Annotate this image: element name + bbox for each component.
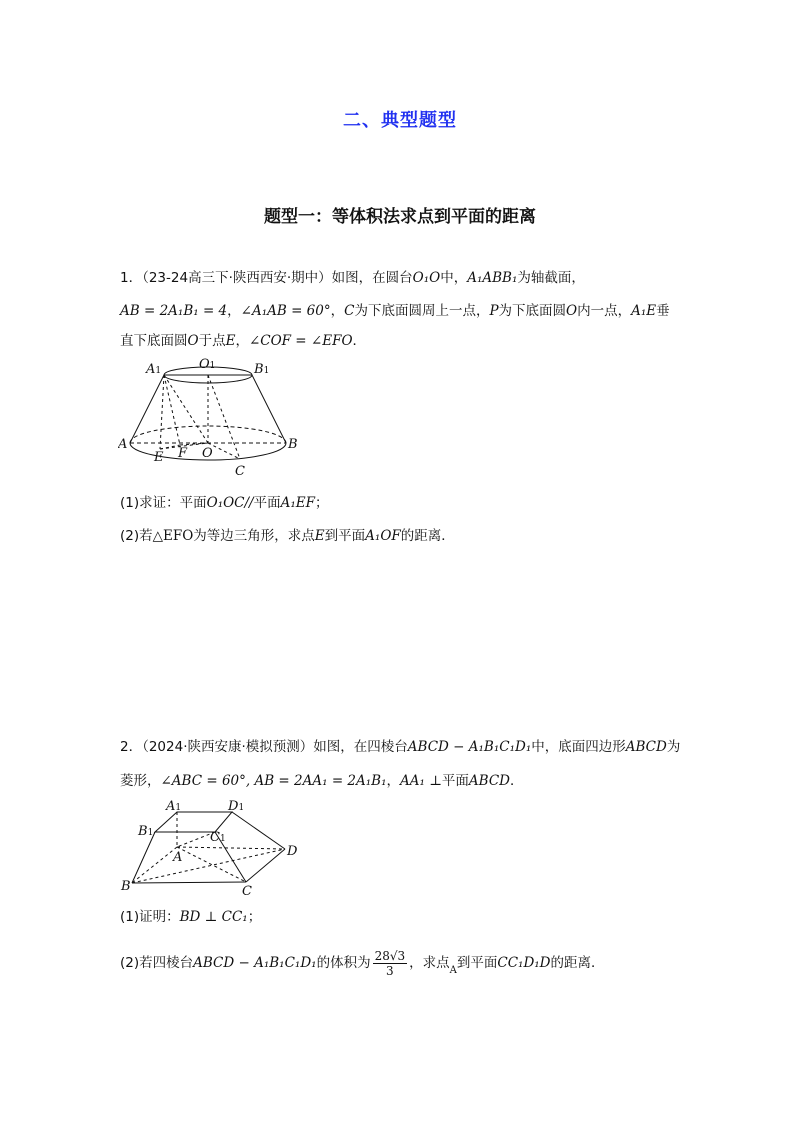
q2-label-A1: A1 xyxy=(166,799,182,814)
q2-math: ABCD − A₁B₁C₁D₁ xyxy=(193,955,317,971)
q1-line-3 xyxy=(120,331,366,351)
q2-frustum-figure xyxy=(118,797,308,897)
q2-math: A xyxy=(449,965,457,976)
q1-label-C: C xyxy=(235,464,245,479)
q2-math: CC₁D₁D xyxy=(497,955,551,971)
q1-text: 为下底面圆周上一点， xyxy=(354,303,490,319)
q2-part-1 xyxy=(120,907,261,927)
q1-math: O₁O xyxy=(412,270,441,286)
fraction-numerator: 28√3 xyxy=(374,948,406,963)
q1-math: E xyxy=(314,528,325,544)
q1-text: ． xyxy=(352,333,367,349)
q2-text: (1)证明： xyxy=(120,909,180,925)
q1-math: △EFO xyxy=(152,528,194,544)
q1-text: ； xyxy=(315,495,329,511)
q2-label-B: B xyxy=(121,879,131,894)
q2-source: （2024·陕西安康·模拟预测） xyxy=(142,739,314,755)
q1-label-E: E xyxy=(154,450,164,465)
q1-math: ∠COF = ∠EFO xyxy=(248,333,353,349)
q2-label-D: D xyxy=(287,844,298,859)
q2-text: 的体积为 xyxy=(316,955,371,971)
q2-line-2 xyxy=(120,771,524,791)
q2-text: 平面 xyxy=(441,773,469,789)
q2-math: BD ⊥ CC₁ xyxy=(179,909,248,925)
q1-text: 平面 xyxy=(253,495,281,511)
q1-label-B1: B1 xyxy=(254,362,270,377)
q1-label-F: F xyxy=(178,446,188,461)
q2-label-C1: C1 xyxy=(210,830,226,845)
q2-text: 菱形， xyxy=(120,773,161,789)
q2-text: 为 xyxy=(666,739,681,755)
q2-math: ABCD xyxy=(468,773,510,789)
q1-text: 于点 xyxy=(198,333,226,349)
q1-number: 1． xyxy=(120,270,143,286)
q2-math: ABCD − A₁B₁C₁D₁ xyxy=(407,739,532,755)
q1-math: A₁E xyxy=(631,303,657,319)
q1-text: 如图，在圆台 xyxy=(331,270,413,286)
q1-text: (2)若 xyxy=(120,528,153,544)
q2-text: 到平面 xyxy=(456,955,498,971)
q1-text: 直下底面圆 xyxy=(120,333,188,349)
volume-fraction xyxy=(373,949,408,978)
q1-text: ， xyxy=(330,303,345,319)
q1-text: ， xyxy=(227,303,241,319)
q2-label-A: A xyxy=(173,850,183,865)
q1-text: (1)求证：平面 xyxy=(120,495,207,511)
q2-math: ABCD xyxy=(625,739,667,755)
q2-text: (2)若四棱台 xyxy=(120,955,194,971)
q1-text: 为等边三角形，求点 xyxy=(193,528,315,544)
q2-number: 2． xyxy=(120,739,143,755)
q2-label-C: C xyxy=(242,884,252,897)
q1-text: 中， xyxy=(440,270,468,286)
q1-text: ， xyxy=(235,333,249,349)
type-title: 题型一：等体积法求点到平面的距离 xyxy=(264,207,536,227)
q1-math: O xyxy=(566,303,578,319)
q2-text: ， xyxy=(386,773,401,789)
q2-label-D1: D1 xyxy=(228,799,245,814)
q1-text: 内一点， xyxy=(577,303,632,319)
q1-math: ∠A₁AB = 60° xyxy=(240,303,331,319)
q1-math: A₁EF xyxy=(280,495,315,511)
q1-source: （23-24高三下·陕西西安·期中） xyxy=(142,270,332,286)
q1-part-1 xyxy=(120,493,329,513)
q1-math: AB = 2A₁B₁ = 4 xyxy=(120,303,228,319)
q2-math: ∠ABC = 60°, AB = 2AA₁ = 2A₁B₁ xyxy=(160,773,387,789)
q1-text: 为轴截面， xyxy=(517,270,585,286)
q2-text: ； xyxy=(247,909,262,925)
q1-math: O xyxy=(187,333,199,349)
q1-math: A₁ABB₁ xyxy=(467,270,518,286)
q2-text: 如图，在四棱台 xyxy=(313,739,408,755)
q1-frustum-figure xyxy=(118,355,308,480)
q1-label-B: B xyxy=(288,437,298,452)
section-title: 二、典型题型 xyxy=(343,110,457,131)
q1-label-O: O xyxy=(202,446,213,461)
q2-text: ，求点 xyxy=(409,955,450,971)
q2-line-1 xyxy=(120,737,680,757)
q1-text: 的距离． xyxy=(400,528,455,544)
q2-label-B1: B1 xyxy=(138,824,154,839)
q2-math: AA₁ ⊥ xyxy=(400,773,442,789)
q1-math: A₁OF xyxy=(365,528,401,544)
q2-text: 中，底面四边形 xyxy=(531,739,626,755)
q1-line-2 xyxy=(120,301,670,321)
q1-math: P xyxy=(489,303,499,319)
q1-text: 垂 xyxy=(656,303,670,319)
q1-math: C xyxy=(344,303,355,319)
q1-label-A: A xyxy=(118,437,128,452)
q1-part-2 xyxy=(120,526,455,546)
q2-part-2 xyxy=(120,946,605,988)
q1-line-1 xyxy=(120,268,585,288)
fraction-denominator: 3 xyxy=(386,963,394,978)
q2-text: 的距离． xyxy=(550,955,605,971)
q1-text: 为下底面圆 xyxy=(498,303,567,319)
q2-text: ． xyxy=(510,773,524,789)
q1-math: E xyxy=(225,333,236,349)
q1-label-O1: O1 xyxy=(199,357,216,372)
q1-label-A1: A1 xyxy=(146,362,162,377)
q1-text: 到平面 xyxy=(324,528,366,544)
q1-math: O₁OC// xyxy=(206,495,254,511)
